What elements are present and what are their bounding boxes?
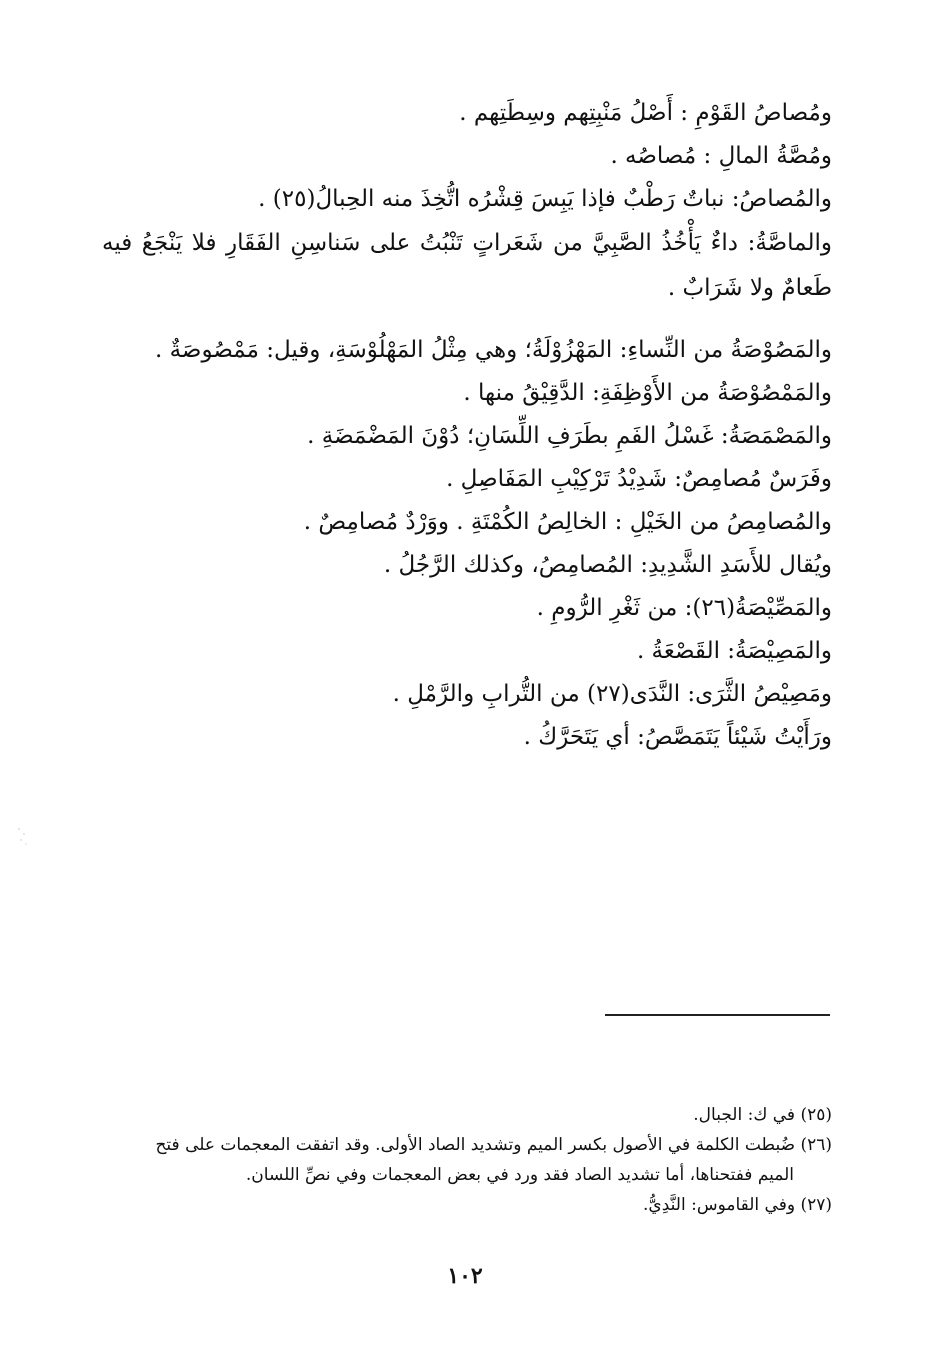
footnote-continuation: الميم ففتحناها، أما تشديد الصاد فقد ورد في بعض المعجمات وفي نصِّ اللسان. [245, 1165, 794, 1185]
footnotes-block [102, 1100, 832, 1220]
footnote: (٢٦) ضُبطت الكلمة في الأصول بكسر الميم وتشديد الصاد الأولى. وقد اتفقت المعجمات على فتح [155, 1135, 832, 1155]
entry-line: والمُصامِصُ من الخَيْلِ : الخالِصُ الكُمْتَةِ . ووَرْدٌ مُصامِصٌ . [303, 509, 832, 535]
entry-line: والمَصْمَصَةُ: غَسْلُ الفَمِ بطَرَفِ اللِّسَانِ؛ دُوْنَ المَضْمَضَةِ . [307, 423, 832, 449]
entry-line: والمُصاصُ: نباتٌ رَطْبٌ فإذا يَبِسَ قِشْرُه اتُّخِذَ منه الحِبالُ(٢٥) . [258, 186, 832, 212]
main-text-block [102, 92, 832, 759]
entry-line: ومَصِيْصُ الثَّرَى: النَّدَى(٢٧) من التُّرابِ والرَّمْلِ . [392, 681, 832, 707]
entry-line: ومُصاصُ القَوْمِ : أَصْلُ مَنْبِتِهم وسِطَتِهم . [459, 100, 832, 126]
entry-line: والمَصِيْصَةُ: القَصْعَةُ . [636, 638, 832, 664]
entry-line: والمَمْصُوْصَةُ من الأَوْظِفَةِ: الدَّقِيْقُ منها . [463, 380, 832, 406]
footnote-divider [605, 1014, 830, 1016]
entry-line: وفَرَسٌ مُصامِصٌ: شَدِيْدُ تَرْكِيْبِ المَفَاصِلِ . [446, 466, 832, 492]
footnote: (٢٧) وفي القاموس: النَّدِيُّ. [643, 1195, 832, 1215]
entry-line: ويُقال للأَسَدِ الشَّدِيدِ: المُصامِصُ، وكذلك الرَّجُلُ . [383, 552, 832, 578]
page-number: ١٠٢ [447, 1263, 483, 1289]
entry-line: ومُصَّةُ المالِ : مُصاصُه . [610, 143, 832, 169]
entry-line: والمَصُوْصَةُ من النِّساءِ: المَهْزُوْلَةُ؛ وهي مِثْلُ المَهْلُوْسَةِ، وقيل: مَمْصُوصَةٌ . [154, 337, 832, 363]
entry-line: والمَصِّيْصَةُ(٢٦): من ثَغْرِ الرُّومِ . [536, 595, 832, 621]
scan-speck-mark [16, 825, 30, 847]
entry-paragraph: والماصَّةُ: داءٌ يَأْخُذُ الصَّبِيَّ من شَعَراتٍ تَنْبُتُ على سَناسِنِ الفَقَارِ فلا يَنْجَعُ فيه طَعامٌ ولا شَرَابٌ . [102, 230, 832, 301]
entry-line: ورَأَيْتُ شَيْئاً يَتَمَصَّصُ: أي يَتَحَرَّكُ . [523, 724, 832, 750]
footnote: (٢٥) في ك: الجبال. [693, 1105, 832, 1125]
